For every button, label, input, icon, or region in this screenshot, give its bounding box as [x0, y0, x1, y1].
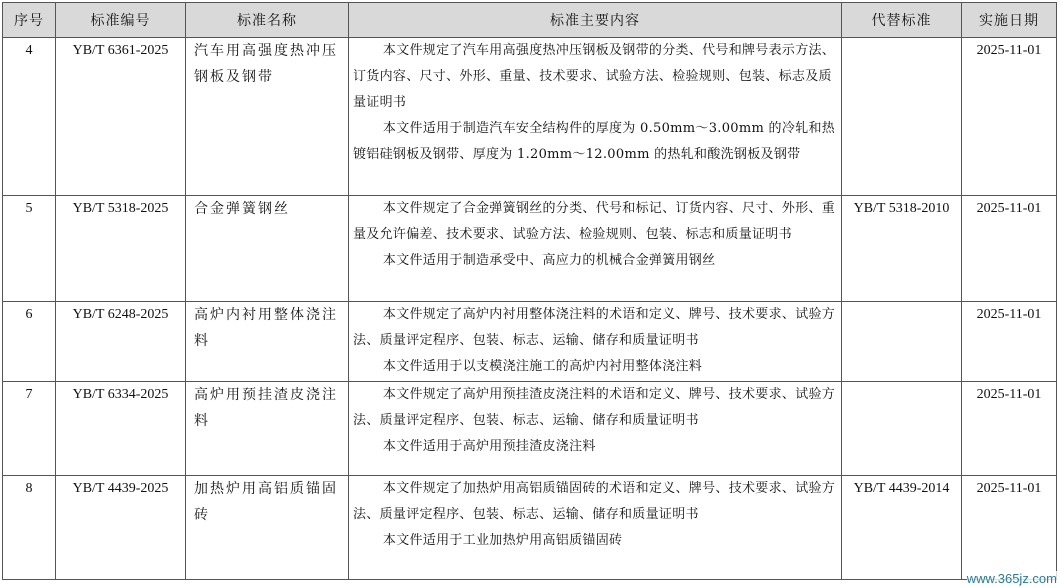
table-row	[3, 476, 1057, 580]
header-replaced: 代替标准	[842, 3, 962, 38]
cell-replaced: YB/T 4439-2014	[842, 476, 962, 580]
cell-no: 6	[3, 302, 56, 382]
content-paragraph: 本文件规定了高炉内衬用整体浇注料的术语和定义、牌号、技术要求、试验方法、质量评定程序、包装、标志、运输、储存和质量证明书	[353, 307, 836, 348]
header-name: 标准名称	[186, 3, 349, 38]
table-row	[3, 382, 1057, 476]
cell-replaced: YB/T 5318-2010	[842, 196, 962, 302]
cell-content	[349, 38, 842, 196]
table-header-row	[3, 3, 1057, 38]
cell-content	[349, 196, 842, 302]
header-date: 实施日期	[962, 3, 1057, 38]
table-row	[3, 302, 1057, 382]
content-paragraph: 本文件规定了汽车用高强度热冲压钢板及钢带的分类、代号和牌号表示方法、订货内容、尺寸、外形、重量、技术要求、试验方法、检验规则、包装、标志及质量证明书	[353, 43, 836, 110]
cell-code: YB/T 5318-2025	[56, 196, 186, 302]
header-no: 序号	[3, 3, 56, 38]
cell-no: 7	[3, 382, 56, 476]
cell-no: 4	[3, 38, 56, 196]
cell-name: 汽车用高强度热冲压钢板及钢带	[186, 38, 349, 196]
standards-table	[2, 2, 1057, 580]
content-paragraph: 本文件适用于工业加热炉用高铝质锚固砖	[382, 533, 623, 548]
cell-no: 5	[3, 196, 56, 302]
table-row	[3, 38, 1057, 196]
cell-content	[349, 476, 842, 580]
cell-replaced	[842, 382, 962, 476]
content-paragraph: 本文件适用于制造承受中、高应力的机械合金弹簧用钢丝	[382, 253, 716, 268]
header-content: 标准主要内容	[349, 3, 842, 38]
cell-date: 2025-11-01	[962, 476, 1057, 580]
cell-date: 2025-11-01	[962, 302, 1057, 382]
cell-content	[349, 382, 842, 476]
cell-name: 高炉用预挂渣皮浇注料	[186, 382, 349, 476]
cell-replaced	[842, 302, 962, 382]
content-paragraph: 本文件适用于高炉用预挂渣皮浇注料	[382, 439, 596, 454]
header-code: 标准编号	[56, 3, 186, 38]
cell-no: 8	[3, 476, 56, 580]
cell-name: 合金弹簧钢丝	[186, 196, 349, 302]
cell-date: 2025-11-01	[962, 196, 1057, 302]
content-paragraph: 本文件适用于以支模浇注施工的高炉内衬用整体浇注料	[382, 359, 703, 374]
cell-replaced	[842, 38, 962, 196]
content-paragraph: 本文件适用于制造汽车安全结构件的厚度为 0.50mm～3.00mm 的冷轧和热镀铝硅钢板及钢带、厚度为 1.20mm～12.00mm 的热轧和酸洗钢板及钢带	[353, 121, 836, 162]
cell-name: 高炉内衬用整体浇注料	[186, 302, 349, 382]
cell-date: 2025-11-01	[962, 382, 1057, 476]
cell-date: 2025-11-01	[962, 38, 1057, 196]
site-watermark: www.365jz.com	[966, 571, 1057, 586]
cell-code: YB/T 6334-2025	[56, 382, 186, 476]
content-paragraph: 本文件规定了加热炉用高铝质锚固砖的术语和定义、牌号、技术要求、试验方法、质量评定程序、包装、标志、运输、储存和质量证明书	[353, 481, 836, 522]
table-row	[3, 196, 1057, 302]
content-paragraph: 本文件规定了高炉用预挂渣皮浇注料的术语和定义、牌号、技术要求、试验方法、质量评定程序、包装、标志、运输、储存和质量证明书	[353, 387, 836, 428]
content-paragraph: 本文件规定了合金弹簧钢丝的分类、代号和标记、订货内容、尺寸、外形、重量及允许偏差、技术要求、试验方法、检验规则、包装、标志和质量证明书	[353, 201, 836, 242]
cell-name: 加热炉用高铝质锚固砖	[186, 476, 349, 580]
cell-code: YB/T 6361-2025	[56, 38, 186, 196]
cell-content	[349, 302, 842, 382]
cell-code: YB/T 6248-2025	[56, 302, 186, 382]
cell-code: YB/T 4439-2025	[56, 476, 186, 580]
